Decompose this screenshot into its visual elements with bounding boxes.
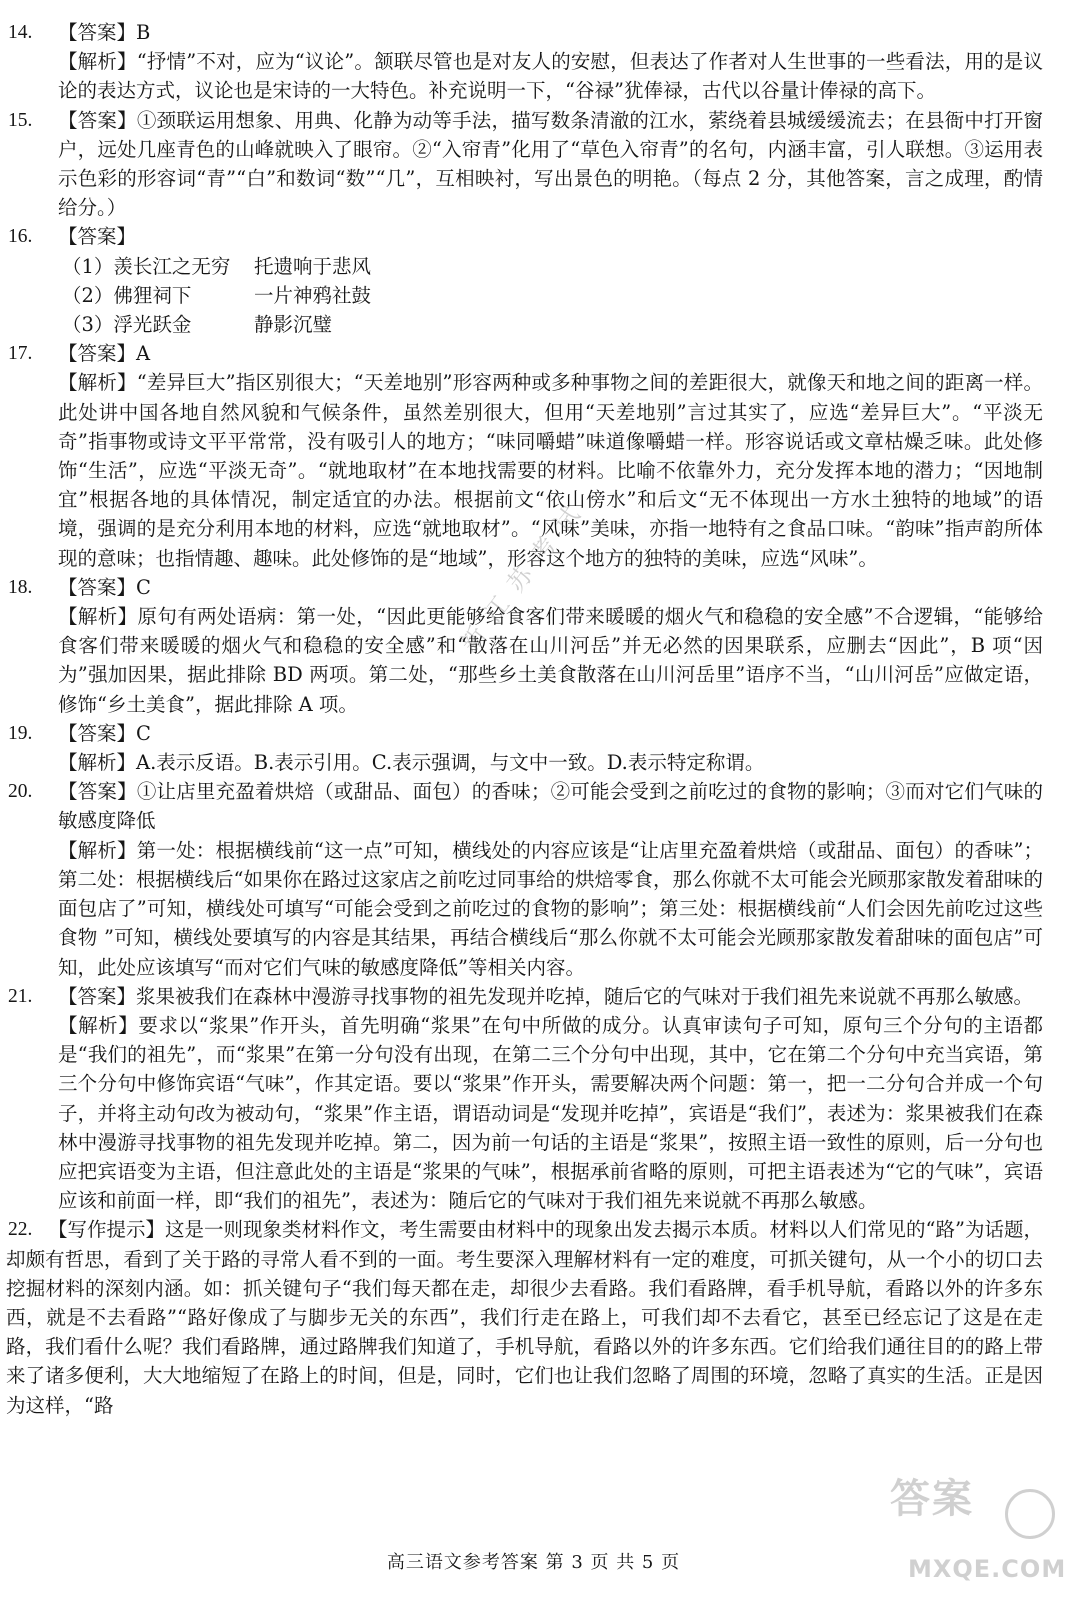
poem-first-half: （2）佛狸祠下 [62,283,192,307]
question-number: 20. [8,781,33,803]
logo-text: 答案 [890,1476,974,1522]
poem-answer-row [58,252,1043,281]
analysis-text: 【解析】要求以“浆果”作开头，首先明确“浆果”在句中所做的成分。认真审读句子可知，原句三个分句的主语都是“我们的祖先”，而“浆果”在第一分句没有出现，在第二三个分句中出现，其中，它在第二个分句中充当宾语，第三个分句中修饰宾语“气味”，作其定语。要以“浆果”作开头，需要解决两个问题：第一，把一二分句合并成一个句子，并将主动句改为被动句，“浆果”作主语，谓语动词是“发现并吃掉”，宾语是“我们”，表述为：浆果被我们在森林中漫游寻找事物的祖先发现并吃掉。第二，因为前一句话的主语是“浆果”，按照主语一致性的原则，后一分句也应把宾语变为主语，但注意此处的主语是“浆果的气味”，根据承前省略的原则，可把主语表述为“它的气味”，宾语应该和前面一样，即“我们的祖先”，表述为：随后它的气味对于我们祖先来说就不再那么敏感。 [58,1013,1043,1213]
analysis-text: 【解析】第一处：根据横线前“这一点”可知，横线处的内容应该是“让店里充盈着烘焙（或甜品、面包）的香味”；第二处：根据横线后“如果你在路过这家店之前吃过同事给的烘焙零食，那么你就不太可能会光顾那家散发着甜味的面包店了”可知，横线处可填写“可能会受到之前吃过的食物的影响”；第三处：根据横线前“人们会因先前吃过这些食物 ”可知，横线处要填写的内容是其结果，再结合横线后“那么你就不太可能会光顾那家散发着甜味的面包店”可知，此处应该填写“而对它们气味的敏感度降低”等相关内容。 [58,838,1043,979]
page-footer: 高三语文参考答案 第 3 页 共 5 页 [386,1552,681,1573]
question-21 [0,982,1067,1216]
logo-circle-icon [1005,1489,1055,1539]
question-22 [0,1215,1067,1419]
question-number: 16. [8,226,33,248]
question-number: 17. [8,343,33,365]
question-number: 19. [8,722,33,744]
question-14 [0,18,1067,106]
analysis-text: 【解析】原句有两处语病：第一处，“因此更能够给食客们带来暖暖的烟火气和稳稳的安全感”不合逻辑，“能够给食客们带来暖暖的烟火气和稳稳的安全感”和“散落在山川河岳”并无必然的因果联系，应删去“因此”，B 项“因为”强加因果，据此排除 BD 两项。第二处，“那些乡土美食散落在山川河岳里”语序不当，“山川河岳”应做定语，修饰“乡土美食”，据此排除 A 项。 [58,605,1043,716]
answer-line: 【答案】C [58,575,151,599]
question-16 [0,222,1067,339]
question-20 [0,777,1067,981]
poem-first-half: （3）浮光跃金 [62,313,192,337]
question-number: 21. [8,985,33,1007]
poem-second-half: 托遗响于悲风 [254,254,372,278]
answer-content [0,18,1067,1420]
question-19 [0,719,1067,777]
watermark: 新江苏考试 [455,490,595,658]
answer-text: 【答案】①颈联运用想象、用典、化静为动等手法，描写数条清澈的江水，萦绕着县城缓缓流去；在县衙中打开窗户，远处几座青色的山峰就映入了眼帘。②“入帘青”化用了“草色入帘青”的名句，内涵丰富，引人联想。③运用表示色彩的形容词“青”“白”和数词“数”“几”，互相映衬，写出景色的明艳。（每点 2 分，其他答案，言之成理，酌情给分。） [58,108,1043,220]
answer-line: 【答案】B [58,21,151,44]
logo-url: MXQE.COM [908,1555,1067,1583]
analysis-text: 【解析】“差异巨大”指区别很大；“天差地别”形容两种或多种事物之间的差距很大，就像天和地之间的距离一样。此处讲中国各地自然风貌和气候条件，虽然差别很大，但用“天差地别”言过其实了，应选“差异巨大”。“平淡无奇”指事物或诗文平平常常，没有吸引人的地方；“味同嚼蜡”味道像嚼蜡一样。形容说话或文章枯燥乏味。此处修饰“生活”，应选“平淡无奇”。“就地取材”在本地找需要的材料。比喻不依靠外力，充分发挥本地的潜力；“因地制宜”根据各地的具体情况，制定适宜的办法。根据前文“依山傍水”和后文“无不体现出一方水土独特的地域”的语境，强调的是充分利用本地的材料，应选“就地取材”。“风味”美味，亦指一地特有之食品口味。“韵味”指声韵所体现的意味；也指情趣、趣味。此处修饰的是“地域”，形容这个地方的独特的美味，应选“风味”。 [58,371,1043,570]
answer-text: 【答案】浆果被我们在森林中漫游寻找事物的祖先发现并吃掉，随后它的气味对于我们祖先来说就不再那么敏感。 [58,984,1034,1008]
analysis-text: 【解析】“抒情”不对，应为“议论”。颔联尽管也是对友人的安慰，但表达了作者对人生世事的一些看法，用的是议论的表达方式，议论也是宋诗的一大特色。补充说明一下，“谷禄”犹俸禄，古代以谷量计俸禄的高下。 [58,50,1043,103]
analysis-text: 【解析】A.表示反语。B.表示引用。C.表示强调，与文中一致。D.表示特定称谓。 [58,751,765,775]
writing-tips-text: 【写作提示】这是一则现象类材料作文，考生需要由材料中的现象出发去揭示本质。材料以人们常见的“路”为话题，却颇有哲思，看到了关于路的寻常人看不到的一面。考生要深入理解材料有一定的难度，可抓关键句，从一个小的切口去挖掘材料的深刻内涵。如：抓关键句子“我们每天都在走，却很少去看路。我们看路牌，看手机导航，看路以外的许多东西，就是不去看路”“路好像成了与脚步无关的东西”，我们行走在路上，可我们却不去看它，甚至已经忘记了这是在走路，我们看什么呢？我们看路牌，通过路牌我们知道了，手机导航，看路以外的许多东西。它们给我们通往目的的路上带来了诸多便利，大大地缩短了在路上的时间，但是，同时，它们也让我们忽略了周围的环境，忽略了真实的生活。正是因为这样，“路 [6,1218,1043,1417]
answer-line: 【答案】A [58,342,151,366]
site-logo [880,1476,1067,1595]
question-number: 15. [8,109,33,131]
answer-line: 【答案】C [58,721,151,745]
question-number: 14. [8,22,33,43]
question-number: 22. [8,1219,33,1241]
question-number: 18. [8,576,33,598]
question-15 [0,106,1067,223]
question-18 [0,573,1067,719]
poem-second-half: 静影沉璧 [254,313,333,337]
answer-text: 【答案】①让店里充盈着烘焙（或甜品、面包）的香味；②可能会受到之前吃过的食物的影响；③而对它们气味的敏感度降低 [58,780,1043,833]
poem-second-half: 一片神鸦社鼓 [254,283,372,307]
answer-label: 【答案】 [58,225,137,249]
poem-first-half: （1）羡长江之无穷 [62,254,231,278]
poem-answer-row [58,310,1043,339]
poem-answer-row [58,281,1043,310]
